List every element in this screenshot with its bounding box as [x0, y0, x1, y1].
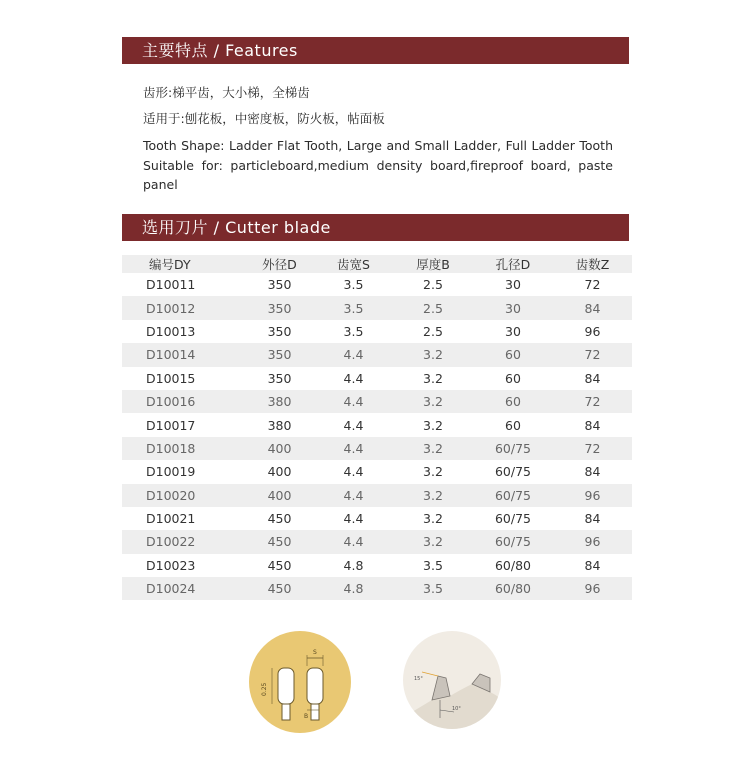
- table-cell: D10024: [122, 577, 245, 600]
- table-cell: 3.2: [393, 530, 473, 553]
- table-cell: 60/75: [494, 511, 532, 527]
- column-header: 厚度B: [393, 255, 473, 273]
- table-cell: D10020: [122, 484, 245, 507]
- cutter-blade-header: 选用刀片 / Cutter blade: [122, 214, 629, 241]
- table-cell: 4.8: [343, 557, 364, 573]
- table-row: [122, 530, 632, 553]
- table-cell: 380: [245, 390, 314, 413]
- table-cell: 4.4: [343, 464, 364, 480]
- table-cell: 60/80: [494, 557, 532, 573]
- table-cell: 84: [584, 557, 601, 573]
- table-cell: 60: [505, 417, 521, 433]
- table-header-row: [122, 255, 632, 273]
- table-row: [122, 507, 632, 530]
- table-cell: D10021: [146, 511, 196, 527]
- table-cell: 60/75: [494, 464, 532, 480]
- table-cell: 450: [267, 557, 292, 573]
- table-cell: 400: [245, 437, 314, 460]
- column-header: 外径D: [245, 255, 314, 273]
- table-row: [122, 577, 632, 600]
- table-row: [122, 273, 632, 296]
- table-cell: 4.4: [343, 370, 364, 386]
- table-cell: 96: [553, 530, 632, 553]
- table-cell: D10019: [146, 464, 196, 480]
- table-cell: 350: [267, 277, 292, 293]
- table-cell: 3.2: [423, 370, 443, 386]
- table-cell: 3.5: [314, 296, 393, 319]
- table-cell: 350: [245, 296, 314, 319]
- table-cell: 72: [553, 437, 632, 460]
- table-cell: D10014: [122, 343, 245, 366]
- table-row: [122, 460, 632, 483]
- table-row: [122, 320, 632, 343]
- table-cell: 84: [584, 511, 601, 527]
- table-cell: 60: [505, 370, 521, 386]
- table-cell: 84: [553, 296, 632, 319]
- angle-label-top: 15°: [414, 676, 423, 682]
- angle-label-bottom: 10°: [452, 706, 461, 712]
- table-cell: 72: [584, 277, 601, 293]
- table-cell: 96: [553, 484, 632, 507]
- suitable-for-zh: 适用于:刨花板，中密度板，防火板，帖面板: [143, 111, 385, 126]
- table-cell: 3.2: [423, 464, 443, 480]
- table-row: [122, 296, 632, 319]
- features-header: 主要特点 / Features: [122, 37, 629, 64]
- table-cell: 72: [553, 390, 632, 413]
- tooth-shape-zh: 齿形:梯平齿，大小梯，全梯齿: [143, 85, 310, 100]
- table-row: [122, 343, 632, 366]
- table-cell: 3.5: [393, 577, 473, 600]
- table-cell: 3.2: [423, 511, 443, 527]
- table-cell: 450: [245, 577, 314, 600]
- table-cell: D10018: [122, 437, 245, 460]
- table-cell: 350: [267, 370, 292, 386]
- table-cell: 400: [267, 464, 292, 480]
- column-header: 孔径D: [473, 255, 553, 273]
- table-row: [122, 484, 632, 507]
- table-cell: 3.5: [423, 557, 443, 573]
- table-cell: D10015: [146, 370, 196, 386]
- table-cell: 450: [267, 511, 292, 527]
- table-cell: 60: [473, 343, 553, 366]
- table-cell: 60/80: [473, 577, 553, 600]
- label-b: B: [304, 713, 309, 720]
- table-cell: D10016: [122, 390, 245, 413]
- table-cell: 4.4: [314, 437, 393, 460]
- table-cell: 30: [505, 323, 521, 339]
- table-cell: 4.4: [314, 484, 393, 507]
- column-header: 齿数Z: [553, 255, 632, 273]
- label-s: S: [313, 649, 317, 656]
- table-row: [122, 367, 632, 390]
- table-cell: 4.4: [343, 417, 364, 433]
- table-cell: 350: [245, 343, 314, 366]
- tooth-shape-en: Tooth Shape: Ladder Flat Tooth, Large and Small Ladder, Full Ladder Tooth: [143, 138, 613, 153]
- table-cell: 96: [553, 577, 632, 600]
- column-header: 齿宽S: [314, 255, 393, 273]
- label-h: 0.25: [261, 682, 268, 696]
- table-cell: 3.2: [393, 390, 473, 413]
- cutter-blade-table: [122, 255, 632, 600]
- suitable-for-en-cont: panel: [143, 177, 178, 192]
- table-cell: 96: [584, 323, 601, 339]
- diagram-disc: [249, 631, 351, 733]
- table-cell: 30: [505, 277, 521, 293]
- table-cell: 3.5: [343, 277, 364, 293]
- table-cell: 2.5: [423, 277, 443, 293]
- table-cell: 60/75: [473, 437, 553, 460]
- table-cell: D10017: [146, 417, 196, 433]
- table-cell: D10012: [122, 296, 245, 319]
- table-cell: 84: [584, 370, 601, 386]
- table-cell: 4.4: [314, 390, 393, 413]
- table-cell: 4.4: [314, 343, 393, 366]
- tooth-side-diagram: [402, 630, 502, 730]
- table-cell: 350: [267, 323, 292, 339]
- table-cell: 3.2: [423, 417, 443, 433]
- table-row: [122, 437, 632, 460]
- table-cell: 3.2: [393, 343, 473, 366]
- table-cell: 4.8: [314, 577, 393, 600]
- table-cell: 60/75: [473, 530, 553, 553]
- table-cell: 380: [267, 417, 292, 433]
- column-header: 编号DY: [122, 255, 245, 273]
- tooth-front-diagram: [248, 630, 352, 734]
- table-cell: 2.5: [393, 296, 473, 319]
- table-cell: 60: [473, 390, 553, 413]
- table-cell: D10013: [146, 323, 196, 339]
- table-row: [122, 390, 632, 413]
- table-cell: 4.4: [343, 511, 364, 527]
- table-row: [122, 554, 632, 577]
- table-cell: 3.2: [393, 484, 473, 507]
- table-cell: 3.2: [393, 437, 473, 460]
- table-cell: 3.5: [343, 323, 364, 339]
- table-cell: 4.4: [314, 530, 393, 553]
- table-cell: 2.5: [423, 323, 443, 339]
- table-cell: 450: [245, 530, 314, 553]
- table-row: [122, 413, 632, 436]
- table-cell: D10011: [146, 277, 196, 293]
- table-cell: 84: [584, 417, 601, 433]
- suitable-for-en: Suitable for: particleboard,medium density board,fireproof board, paste: [143, 157, 613, 173]
- features-english: [143, 136, 613, 195]
- table-cell: 60/75: [473, 484, 553, 507]
- table-cell: 84: [584, 464, 601, 480]
- table-cell: D10023: [146, 557, 196, 573]
- table-cell: 30: [473, 296, 553, 319]
- table-cell: D10022: [122, 530, 245, 553]
- table-cell: 72: [553, 343, 632, 366]
- table-cell: 400: [245, 484, 314, 507]
